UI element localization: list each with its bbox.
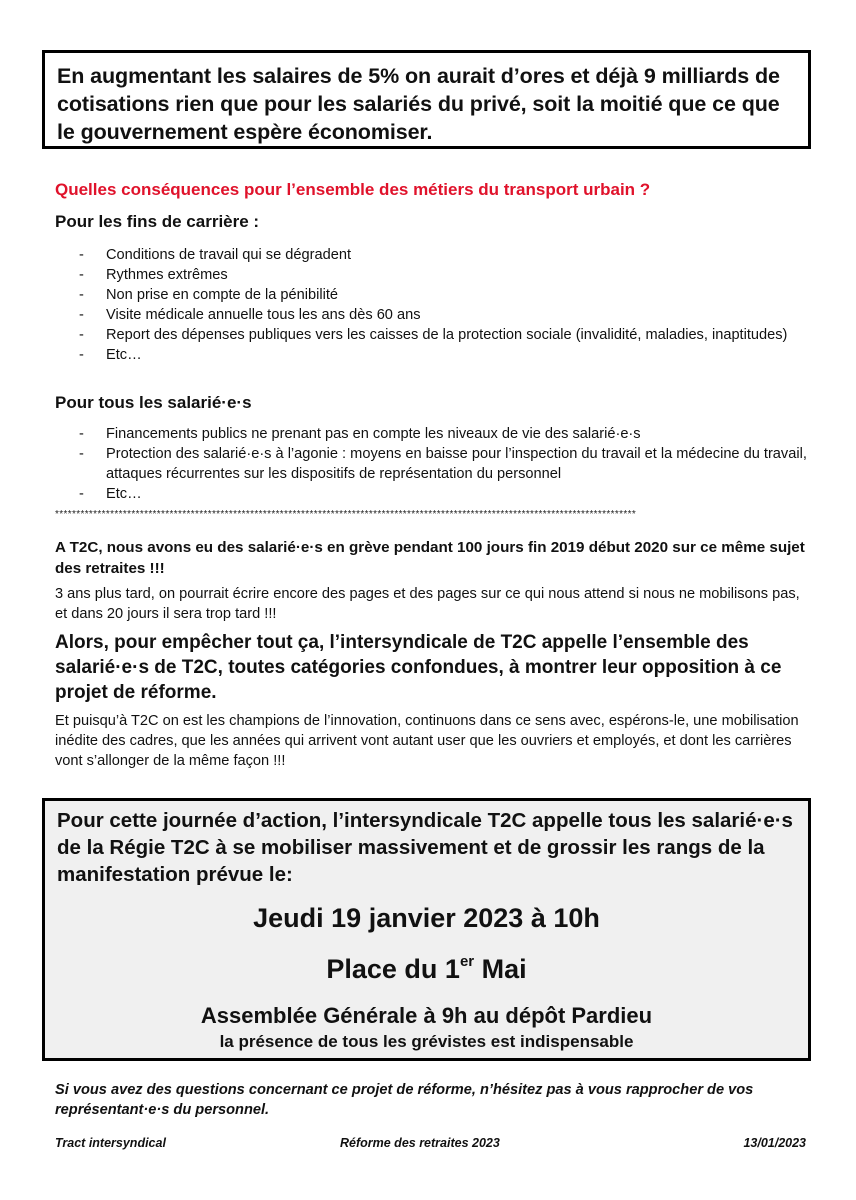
list-item: - Etc… [55, 345, 815, 365]
fins-carriere-list [55, 245, 815, 365]
footer-left: Tract intersyndical [55, 1136, 166, 1150]
consequences-heading: Quelles conséquences pour l’ensemble des métiers du transport urbain ? [55, 180, 651, 199]
action-box [42, 798, 811, 1061]
demonstration-place: Place du 1er Mai [326, 953, 527, 984]
list-item: - Protection des salarié·e·s à l’agonie : moyens en baisse pour l’inspection du travail et la médecine du travail, attaques récurrentes sur les dispositifs de représentation du personnel [55, 444, 815, 484]
appel-paragraph: Alors, pour empêcher tout ça, l’intersyndicale de T2C appelle l’ensemble des salarié·e·s de T2C, toutes catégories confondues, à montrer leur opposition à ce projet de réforme. [55, 632, 782, 703]
footer-center: Réforme des retraites 2023 [340, 1136, 500, 1150]
question-paragraph: Si vous avez des questions concernant ce projet de réforme, n’hésitez pas à vous rapprocher de vos représentant·e·s du personnel. [55, 1082, 754, 1118]
action-intro: Pour cette journée d’action, l’intersyndicale T2C appelle tous les salarié·e·s de la Régie T2C à se mobiliser massivement et de grossir les rangs de la manifestation prévue le: [57, 809, 793, 886]
trois-ans-paragraph: 3 ans plus tard, on pourrait écrire encore des pages et des pages sur ce qui nous attend si nous ne mobilisons pas, et dans 20 jours il sera trop tard !!! [55, 586, 800, 622]
innovation-paragraph: Et puisqu’à T2C on est les champions de l’innovation, continuons dans ce sens avec, espérons-le, une mobilisation inédite des cadres, que les années qui arrivent vont autant user que les ouvriers et employés, et dont les carrières vont s’allonger de la même façon !!! [55, 713, 799, 769]
intro-box [42, 50, 811, 149]
footer-right: 13/01/2023 [743, 1136, 806, 1150]
list-item: - Rythmes extrêmes [55, 265, 815, 285]
general-assembly: Assemblée Générale à 9h au dépôt Pardieu [200, 1003, 653, 1028]
separator-stars: ***************************************************************************************************************************************** [55, 509, 637, 520]
tous-salaries-list [55, 424, 815, 504]
presence-note: la présence de tous les grévistes est indispensable [219, 1032, 634, 1051]
list-item: - Visite médicale annuelle tous les ans dès 60 ans [55, 305, 815, 325]
list-item: - Conditions de travail qui se dégradent [55, 245, 815, 265]
tous-salaries-title: Pour tous les salarié·e·s [55, 393, 252, 412]
demonstration-date: Jeudi 19 janvier 2023 à 10h [253, 903, 600, 933]
list-item: - Report des dépenses publiques vers les caisses de la protection sociale (invalidité, maladies, inaptitudes) [55, 325, 815, 345]
fins-carriere-title: Pour les fins de carrière : [55, 212, 260, 231]
list-item: - Financements publics ne prenant pas en compte les niveaux de vie des salarié·e·s [55, 424, 815, 444]
intro-box-text: En augmentant les salaires de 5% on aurait d’ores et déjà 9 milliards de cotisations rien que pour les salariés du privé, soit la moitié que ce que le gouvernement espère économiser. [57, 64, 780, 144]
list-item: - Non prise en compte de la pénibilité [55, 285, 815, 305]
greve-paragraph: A T2C, nous avons eu des salarié·e·s en grève pendant 100 jours fin 2019 début 2020 sur ce même sujet des retraites !!! [55, 539, 805, 577]
list-item: - Etc… [55, 484, 815, 504]
